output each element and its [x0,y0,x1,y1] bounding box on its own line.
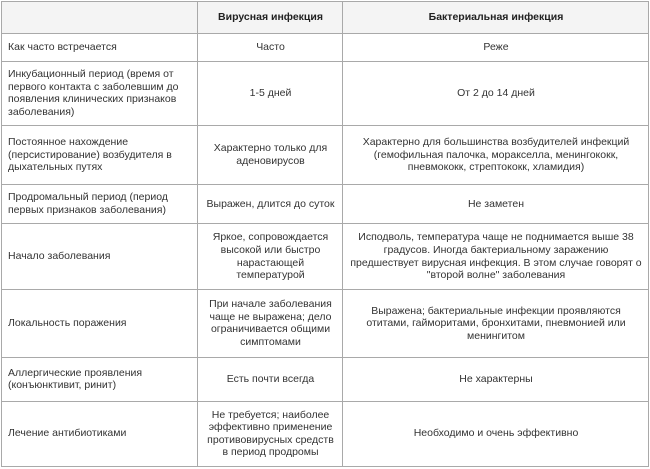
bacterial-cell: Выражена; бактериальные инфекции проявляются отитами, гайморитами, бронхитами, пневмонией или менингитом [343,290,649,357]
row-label: Продромальный период (период первых признаков заболевания) [2,185,198,224]
row-label: Локальность поражения [2,290,198,357]
table-row [2,223,649,289]
table-row [2,401,649,466]
header-bacterial: Бактериальная инфекция [343,2,649,34]
header-viral: Вирусная инфекция [198,2,343,34]
bacterial-cell: Не характерны [343,357,649,401]
bacterial-cell: От 2 до 14 дней [343,61,649,125]
header-row [2,2,649,34]
viral-cell: 1-5 дней [198,61,343,125]
viral-cell: Не требуется; наиболее эффективно применение противовирусных средств в период продромы [198,401,343,466]
viral-cell: Яркое, сопровождается высокой или быстро нарастающей температурой [198,223,343,289]
row-label: Аллергические проявления (конъюнктивит, ринит) [2,357,198,401]
row-label: Начало заболевания [2,223,198,289]
comparison-table [1,1,649,467]
table-row [2,61,649,125]
viral-cell: Есть почти всегда [198,357,343,401]
row-label: Постоянное нахождение (персистирование) возбудителя в дыхательных путях [2,125,198,184]
bacterial-cell: Не заметен [343,185,649,224]
viral-cell: Выражен, длится до суток [198,185,343,224]
header-empty-cell [2,2,198,34]
row-label: Как часто встречается [2,34,198,62]
table-row [2,34,649,62]
bacterial-cell: Исподволь, температура чаще не поднимается выше 38 градусов. Иногда бактериальному заражению предшествует вирусная инфекция. В этом случае говорят о "второй волне" заболевания [343,223,649,289]
table-row [2,357,649,401]
bacterial-cell: Характерно для большинства возбудителей инфекций (гемофильная палочка, моракселла, менингококк, пневмококк, стрептококк, хламидия) [343,125,649,184]
viral-cell: Характерно только для аденовирусов [198,125,343,184]
row-label: Инкубационный период (время от первого контакта с заболевшим до появления клинических признаков заболевания) [2,61,198,125]
row-label: Лечение антибиотиками [2,401,198,466]
table-row [2,185,649,224]
bacterial-cell: Необходимо и очень эффективно [343,401,649,466]
table-row [2,290,649,357]
table-row [2,125,649,184]
viral-cell: Часто [198,34,343,62]
bacterial-cell: Реже [343,34,649,62]
viral-cell: При начале заболевания чаще не выражена; дело ограничивается общими симптомами [198,290,343,357]
